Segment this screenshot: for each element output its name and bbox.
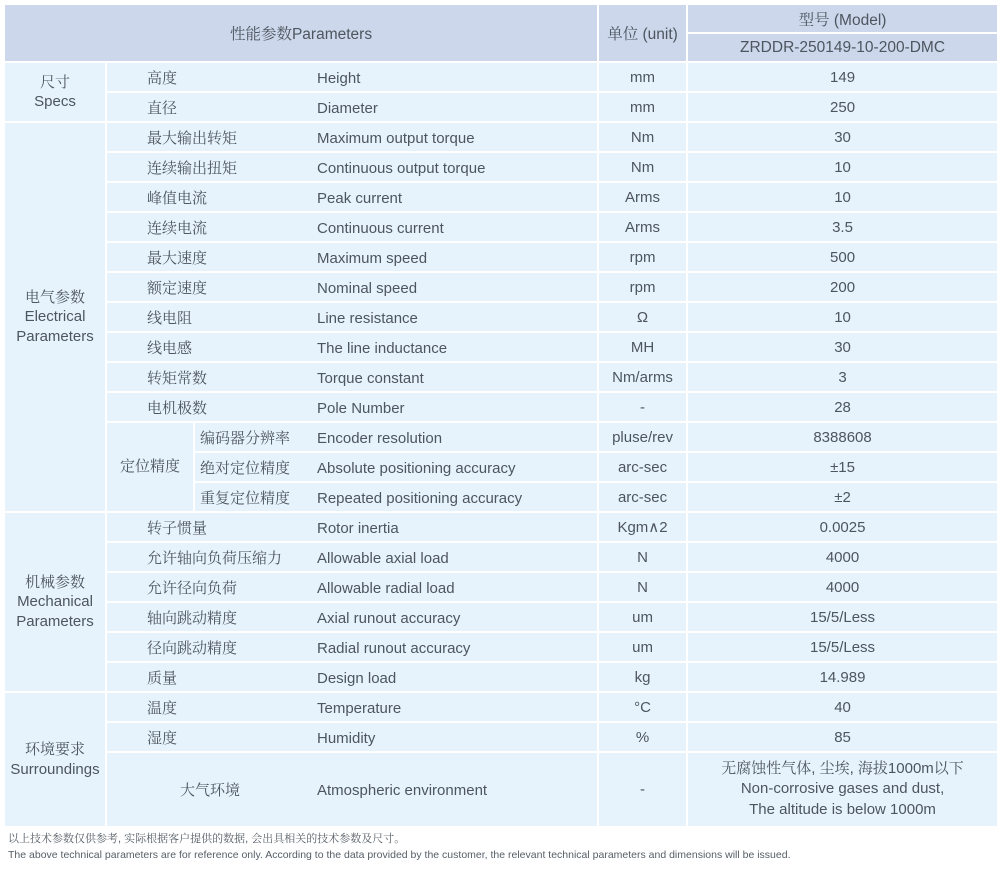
- param-name-cell: [106, 332, 598, 362]
- param-name-cell: [106, 152, 598, 182]
- param-name-en: The line inductance: [317, 339, 448, 357]
- param-name-cell: [106, 542, 598, 572]
- unit-cell: arc-sec: [598, 482, 687, 512]
- param-name-cell: [106, 662, 598, 692]
- value-cell: 30: [687, 122, 998, 152]
- param-name-cell: [106, 602, 598, 632]
- unit-cell: rpm: [598, 242, 687, 272]
- value-line: 无腐蚀性气体, 尘埃, 海拔1000m以下: [721, 760, 964, 778]
- param-name-en: Rotor inertia: [317, 519, 399, 537]
- param-name-en: Radial runout accuracy: [317, 639, 471, 657]
- unit-cell: Nm: [598, 152, 687, 182]
- unit-cell: MH: [598, 332, 687, 362]
- value-cell: 85: [687, 722, 998, 752]
- table-row: [4, 662, 998, 692]
- unit-cell: N: [598, 572, 687, 602]
- param-name-en: Maximum output torque: [317, 129, 475, 147]
- param-name-en: Peak current: [317, 189, 403, 207]
- param-name-en: Nominal speed: [317, 279, 418, 297]
- value-cell: ±2: [687, 482, 998, 512]
- param-name-cn: 轴向跳动精度: [147, 609, 238, 627]
- param-name-cell: [106, 632, 598, 662]
- param-name-en: Allowable axial load: [317, 549, 449, 567]
- param-name-cell: [106, 212, 598, 242]
- table-row: [4, 92, 998, 122]
- header-model-value: ZRDDR-250149-10-200-DMC: [687, 33, 998, 62]
- param-name-en: Allowable radial load: [317, 579, 455, 597]
- value-cell: 10: [687, 182, 998, 212]
- unit-cell: um: [598, 602, 687, 632]
- param-name-cell: [106, 722, 598, 752]
- unit-cell: um: [598, 632, 687, 662]
- value-cell: 3: [687, 362, 998, 392]
- value-cell: 30: [687, 332, 998, 362]
- table-header: [4, 4, 998, 62]
- param-name-en: Humidity: [317, 729, 376, 747]
- unit-cell: mm: [598, 92, 687, 122]
- param-name-cell: [106, 62, 598, 92]
- value-cell: 15/5/Less: [687, 602, 998, 632]
- param-name-cn: 温度: [147, 699, 178, 717]
- group-label-cn: 环境要求: [24, 741, 85, 759]
- value-cell: 3.5: [687, 212, 998, 242]
- param-name-cell: [106, 362, 598, 392]
- param-name-en: Atmospheric environment: [317, 782, 488, 799]
- value-cell: 10: [687, 152, 998, 182]
- group-label-cn: 电气参数: [24, 289, 85, 307]
- param-name-cn: 最大速度: [147, 249, 208, 267]
- group-cell-mechanical: [4, 512, 106, 692]
- value-cell: 8388608: [687, 422, 998, 452]
- param-name-cell: [194, 482, 598, 512]
- param-name-cn: 额定速度: [147, 279, 208, 297]
- table-row: [4, 752, 998, 827]
- table-row: [4, 392, 998, 422]
- table-row: [4, 242, 998, 272]
- param-name-cn: 线电阻: [147, 309, 193, 327]
- param-name-cn: 电机极数: [147, 399, 208, 417]
- value-line: Non-corrosive gases and dust,: [740, 780, 945, 798]
- value-cell: 10: [687, 302, 998, 332]
- table-row: [4, 572, 998, 602]
- table-row: [4, 122, 998, 152]
- param-name-cell: [106, 572, 598, 602]
- unit-cell: Arms: [598, 182, 687, 212]
- param-name-cell: [106, 242, 598, 272]
- subgroup-cell-positioning-accuracy: 定位精度: [106, 422, 194, 512]
- group-label-en: Electrical: [24, 308, 86, 326]
- value-cell: 0.0025: [687, 512, 998, 542]
- unit-cell: Nm/arms: [598, 362, 687, 392]
- unit-cell: arc-sec: [598, 452, 687, 482]
- param-name-en: Axial runout accuracy: [317, 609, 461, 627]
- table-row: [4, 422, 998, 452]
- unit-cell: pluse/rev: [598, 422, 687, 452]
- param-name-en: Temperature: [317, 699, 402, 717]
- param-name-cn: 线电感: [147, 339, 193, 357]
- param-name-cell: [106, 182, 598, 212]
- unit-cell: -: [598, 392, 687, 422]
- table-row: [4, 152, 998, 182]
- table-row: [4, 542, 998, 572]
- unit-cell: kg: [598, 662, 687, 692]
- param-name-cn: 重复定位精度: [200, 489, 291, 507]
- param-name-cn: 质量: [147, 669, 178, 687]
- table-row: [4, 272, 998, 302]
- group-label-cn: 尺寸: [39, 73, 70, 91]
- value-line: The altitude is below 1000m: [749, 800, 936, 818]
- value-cell: [687, 752, 998, 827]
- value-cell: 28: [687, 392, 998, 422]
- value-cell: 500: [687, 242, 998, 272]
- param-name-cn: 直径: [147, 99, 178, 117]
- param-name-en: Repeated positioning accuracy: [317, 489, 523, 507]
- param-name-cell: [106, 272, 598, 302]
- value-cell: ±15: [687, 452, 998, 482]
- unit-cell: N: [598, 542, 687, 572]
- value-cell: 14.989: [687, 662, 998, 692]
- table-row: [4, 512, 998, 542]
- table-row: [4, 602, 998, 632]
- unit-cell: °C: [598, 692, 687, 722]
- group-label-en: Parameters: [16, 612, 94, 630]
- param-name-en: Diameter: [317, 99, 378, 117]
- group-label-en: Surroundings: [10, 760, 100, 778]
- unit-cell: -: [598, 752, 687, 827]
- param-name-en: Maximum speed: [317, 249, 428, 267]
- footnote-en: The above technical parameters are for reference only. According to the data provided by the customer, the relevant technical parameters and dimensions will be issued.: [8, 848, 791, 861]
- unit-cell: Arms: [598, 212, 687, 242]
- unit-cell: Ω: [598, 302, 687, 332]
- group-cell-electrical: [4, 122, 106, 512]
- param-name-cn: 连续输出扭矩: [147, 159, 238, 177]
- unit-cell: rpm: [598, 272, 687, 302]
- param-name-en: Line resistance: [317, 309, 418, 327]
- param-name-en: Torque constant: [317, 369, 424, 387]
- param-name-cell: [106, 692, 598, 722]
- header-unit: 单位 (unit): [598, 4, 687, 62]
- header-parameters: 性能参数Parameters: [4, 4, 598, 62]
- footnote-cn: 以上技术参数仅供参考, 实际根据客户提供的数据, 会出具相关的技术参数及尺寸。: [8, 833, 406, 845]
- param-name-cn: 高度: [147, 69, 178, 87]
- param-name-cn: 转子惯量: [147, 519, 208, 537]
- unit-cell: %: [598, 722, 687, 752]
- param-name-cn: 绝对定位精度: [200, 459, 291, 477]
- value-cell: 149: [687, 62, 998, 92]
- table-row: [4, 362, 998, 392]
- param-name-en: Continuous current: [317, 219, 444, 237]
- table-row: [4, 692, 998, 722]
- value-cell: 15/5/Less: [687, 632, 998, 662]
- group-label-en: Parameters: [16, 327, 94, 345]
- param-name-cn: 大气环境: [180, 782, 241, 799]
- param-name-cell: [106, 92, 598, 122]
- param-name-en: Height: [317, 69, 361, 87]
- param-name-cell: [106, 752, 598, 827]
- param-name-cell: [194, 422, 598, 452]
- table-row: [4, 212, 998, 242]
- header-model-label: 型号 (Model): [687, 4, 998, 33]
- param-name-cell: [106, 512, 598, 542]
- group-cell-specs: [4, 62, 106, 122]
- param-name-en: Encoder resolution: [317, 429, 443, 447]
- param-name-en: Design load: [317, 669, 397, 687]
- param-name-cn: 转矩常数: [147, 369, 208, 387]
- table-row: [4, 722, 998, 752]
- value-cell: 200: [687, 272, 998, 302]
- unit-cell: Nm: [598, 122, 687, 152]
- group-label-cn: 机械参数: [24, 574, 85, 592]
- spec-table: [3, 3, 999, 828]
- param-name-cell: [106, 392, 598, 422]
- param-name-en: Pole Number: [317, 399, 405, 417]
- param-name-cn: 允许径向负荷: [147, 579, 238, 597]
- unit-cell: Kgm∧2: [598, 512, 687, 542]
- value-cell: 40: [687, 692, 998, 722]
- unit-cell: mm: [598, 62, 687, 92]
- table-row: [4, 182, 998, 212]
- group-label-en: Specs: [34, 93, 76, 110]
- param-name-cn: 连续电流: [147, 219, 208, 237]
- param-name-en: Continuous output torque: [317, 159, 486, 177]
- param-name-cn: 编码器分辨率: [200, 429, 291, 447]
- value-cell: 4000: [687, 572, 998, 602]
- param-name-cn: 径向跳动精度: [147, 639, 238, 657]
- value-cell: 250: [687, 92, 998, 122]
- param-name-cell: [194, 452, 598, 482]
- param-name-cn: 湿度: [147, 729, 178, 747]
- group-label-en: Mechanical: [17, 593, 93, 611]
- param-name-en: Absolute positioning accuracy: [317, 459, 516, 477]
- table-row: [4, 62, 998, 92]
- param-name-cell: [106, 122, 598, 152]
- param-name-cn: 最大输出转矩: [147, 129, 238, 147]
- table-row: [4, 332, 998, 362]
- param-name-cell: [106, 302, 598, 332]
- footnotes: [3, 828, 997, 863]
- param-name-cn: 峰值电流: [147, 189, 208, 207]
- table-row: [4, 302, 998, 332]
- table-row: [4, 632, 998, 662]
- param-name-cn: 允许轴向负荷压缩力: [147, 549, 283, 567]
- value-cell: 4000: [687, 542, 998, 572]
- group-cell-surroundings: [4, 692, 106, 827]
